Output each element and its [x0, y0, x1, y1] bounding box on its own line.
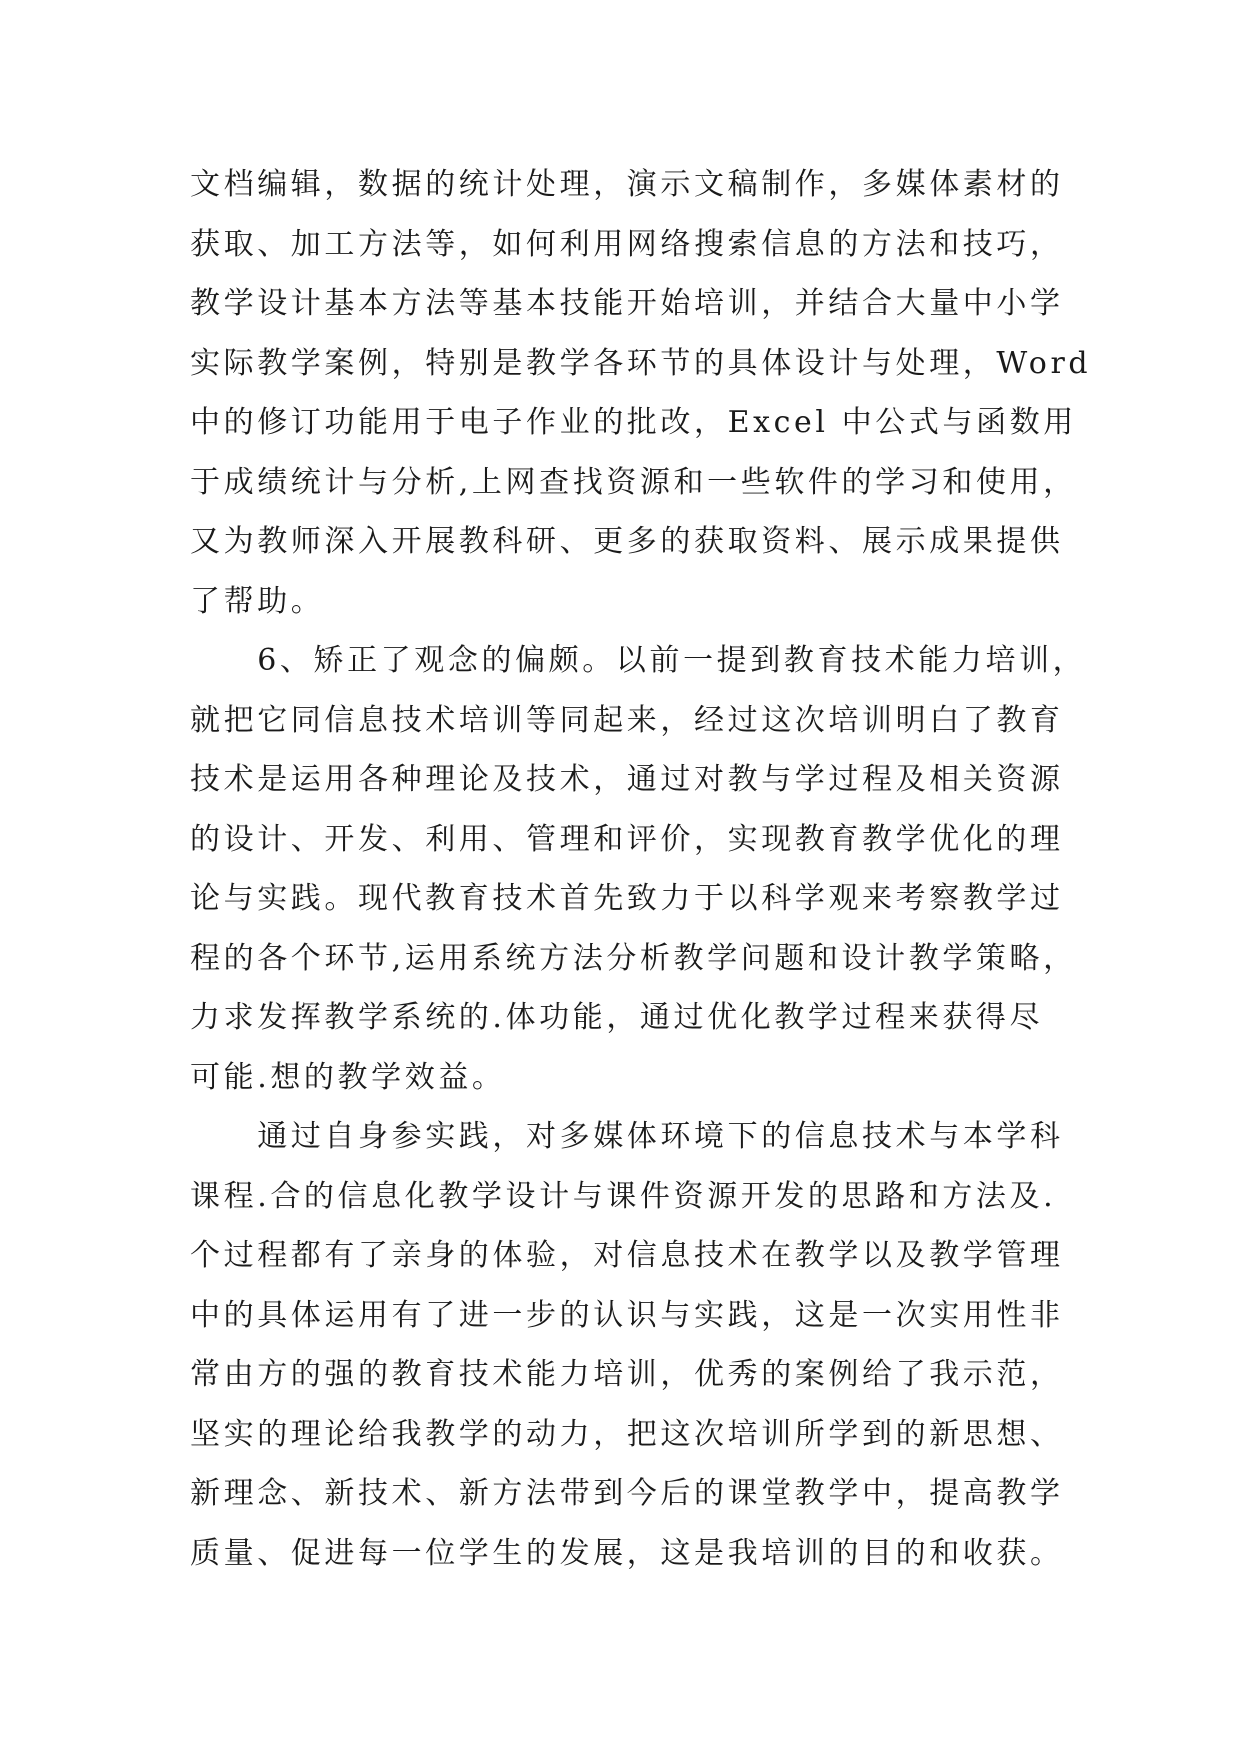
text-line: 课程.合的信息化教学设计与课件资源开发的思路和方法及.: [190, 1178, 1057, 1214]
text-line: 实际教学案例，特别是教学各环节的具体设计与处理，Word: [190, 345, 1092, 381]
text-line: 力求发挥教学系统的.体功能，通过优化教学过程来获得尽: [190, 1000, 1044, 1035]
text-line: 获取、加工方法等，如何利用网络搜索信息的方法和技巧，: [190, 226, 1064, 262]
text-line: 中的修订功能用于电子作业的批改，Excel 中公式与函数用: [190, 405, 1077, 440]
text-line: 文档编辑，数据的统计处理，演示文稿制作，多媒体素材的: [190, 167, 1064, 202]
text-line: 技术是运用各种理论及技术，通过对教与学过程及相关资源: [190, 762, 1064, 797]
text-line: 质量、促进每一位学生的发展，这是我培训的目的和收获。: [190, 1535, 1064, 1571]
text-line: 于成绩统计与分析,上网查找资源和一些软件的学习和使用，: [190, 464, 1077, 500]
text-line: 的设计、开发、利用、管理和评价，实现教育教学优化的理: [190, 821, 1064, 857]
text-line: 6、矫正了观念的偏颇。以前一提到教育技术能力培训，: [190, 643, 1087, 678]
text-line: 中的具体运用有了进一步的认识与实践，这是一次实用性非: [190, 1297, 1064, 1333]
text-line: 个过程都有了亲身的体验，对信息技术在教学以及教学管理: [190, 1238, 1064, 1273]
text-line: 又为教师深入开展教科研、更多的获取资料、展示成果提供: [190, 524, 1064, 559]
text-line: 论与实践。现代教育技术首先致力于以科学观来考察教学过: [190, 881, 1064, 916]
text-line: 坚实的理论给我教学的动力，把这次培训所学到的新思想、: [190, 1416, 1064, 1452]
text-line: 通过自身参实践，对多媒体环境下的信息技术与本学科: [190, 1119, 1064, 1154]
text-line: 教学设计基本方法等基本技能开始培训，并结合大量中小学: [190, 286, 1064, 321]
text-line: 新理念、新技术、新方法带到今后的课堂教学中，提高教学: [190, 1476, 1064, 1511]
text-line: 可能.想的教学效益。: [190, 1059, 506, 1095]
text-line: 了帮助。: [190, 583, 325, 619]
text-line: 常由方的强的教育技术能力培训，优秀的案例给了我示范，: [190, 1357, 1064, 1392]
text-line: 程的各个环节,运用系统方法分析教学问题和设计教学策略，: [190, 940, 1077, 976]
body-text: [190, 155, 1092, 1583]
text-line: 就把它同信息技术培训等同起来，经过这次培训明白了教育: [190, 702, 1064, 738]
